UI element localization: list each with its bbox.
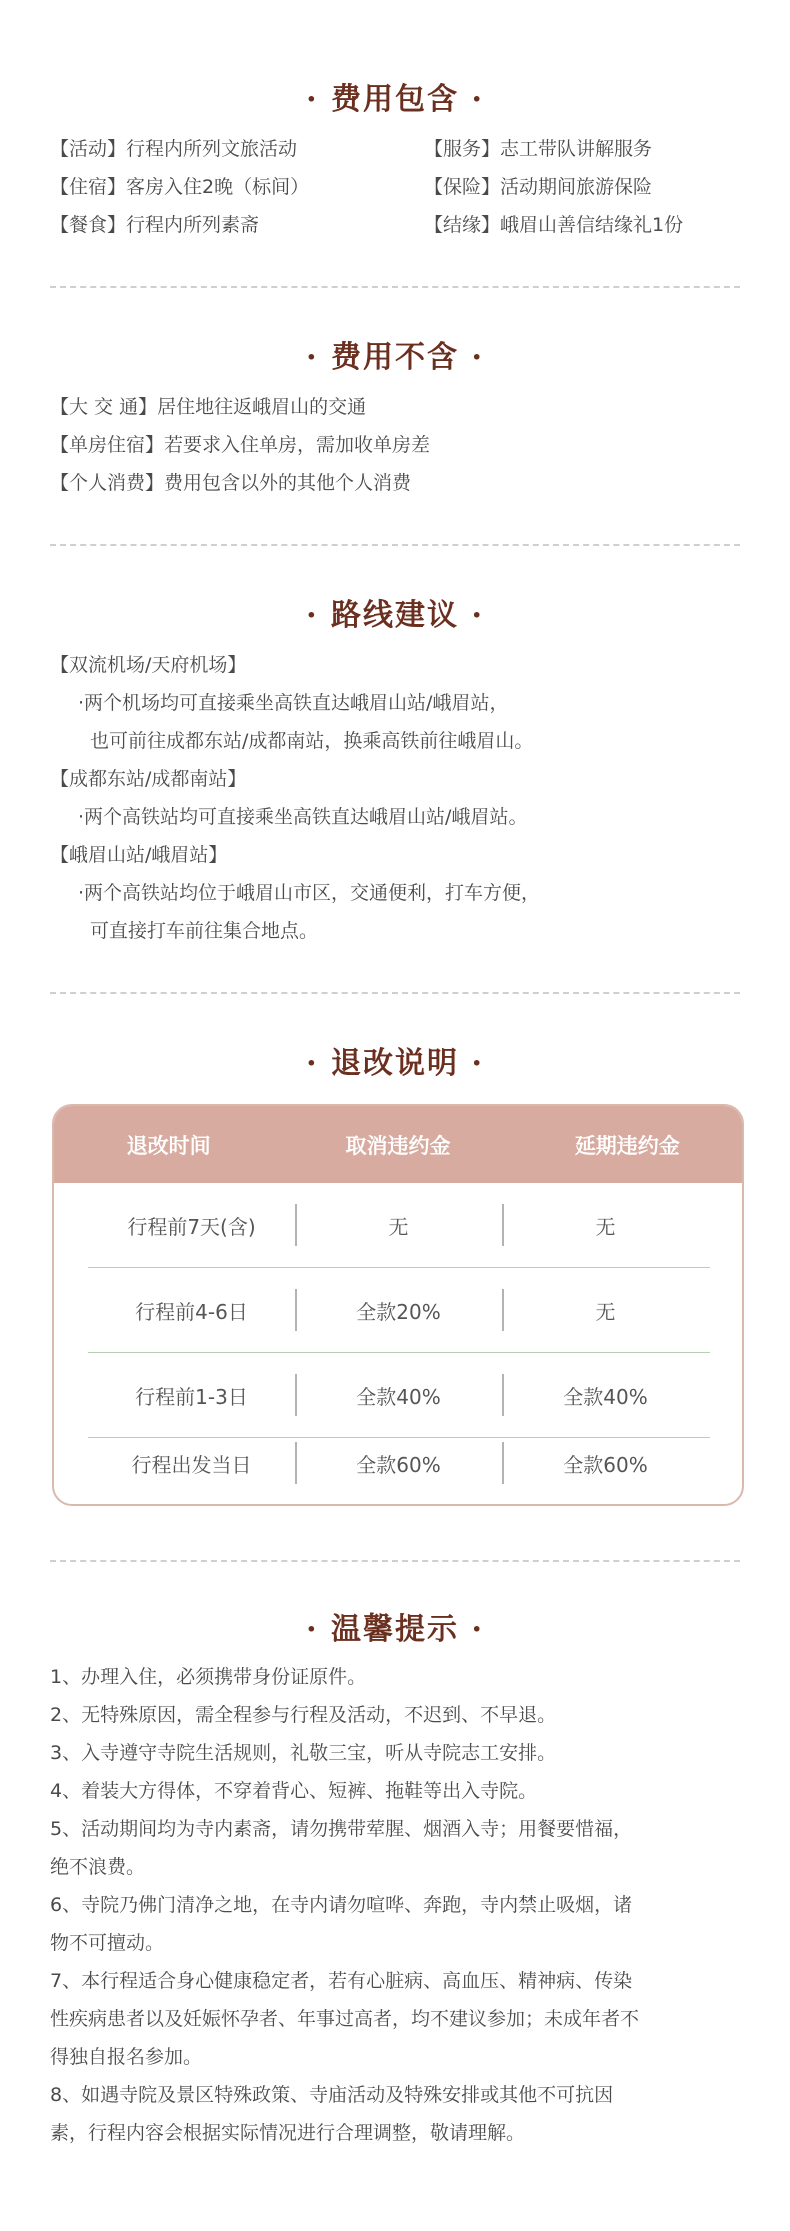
tip-line: 得独自报名参加。 xyxy=(50,2046,203,2068)
tip-line: 1、办理入住，必须携带身份证原件。 xyxy=(50,1666,367,1688)
tip-line: 4、着装大方得体，不穿着背心、短裤、拖鞋等出入寺院。 xyxy=(50,1780,538,1802)
cell-divider xyxy=(502,1289,504,1331)
fee-included-item: 【活动】行程内所列文旅活动 xyxy=(50,138,298,160)
table-row xyxy=(88,1268,710,1352)
section-title-fee-excluded: · 费用不含 · xyxy=(306,340,484,375)
tip-line: 物不可擅动。 xyxy=(50,1932,165,1954)
route-line: ·两个机场均可直接乘坐高铁直达峨眉山站/峨眉站， xyxy=(78,692,509,714)
refund-table-header xyxy=(54,1106,742,1183)
tip-line: 2、无特殊原因，需全程参与行程及活动，不迟到、不早退。 xyxy=(50,1704,557,1726)
fee-excluded-item: 【大 交 通】居住地往返峨眉山的交通 xyxy=(50,396,367,418)
table-row xyxy=(88,1183,710,1267)
table-cell: 全款40% xyxy=(563,1384,648,1409)
table-cell: 无 xyxy=(595,1214,616,1239)
route-line: ·两个高铁站均可直接乘坐高铁直达峨眉山站/峨眉站。 xyxy=(78,806,528,828)
tip-line: 性疾病患者以及妊娠怀孕者、年事过高者，均不建议参加；未成年者不 xyxy=(50,2008,640,2030)
table-cell: 行程前7天(含) xyxy=(127,1214,256,1239)
route-heading: 【峨眉山站/峨眉站】 xyxy=(50,844,228,866)
fee-excluded-item: 【单房住宿】若要求入住单房，需加收单房差 xyxy=(50,434,431,456)
refund-table xyxy=(52,1104,744,1506)
section-divider xyxy=(50,544,740,546)
table-cell: 无 xyxy=(388,1214,409,1239)
fee-included-item: 【保险】活动期间旅游保险 xyxy=(424,176,653,198)
fee-included-item: 【服务】志工带队讲解服务 xyxy=(424,138,653,160)
tip-line: 5、活动期间均为寺内素斋，请勿携带荤腥、烟酒入寺；用餐要惜福， xyxy=(50,1818,633,1840)
fee-excluded-item: 【个人消费】费用包含以外的其他个人消费 xyxy=(50,472,412,494)
route-heading: 【成都东站/成都南站】 xyxy=(50,768,247,790)
table-header-cell: 取消违约金 xyxy=(345,1133,451,1158)
section-title-refund: · 退改说明 · xyxy=(306,1046,484,1081)
cell-divider xyxy=(502,1374,504,1416)
section-title-fee-included: · 费用包含 · xyxy=(306,82,484,117)
tip-line: 素，行程内容会根据实际情况进行合理调整，敬请理解。 xyxy=(50,2122,526,2144)
route-line: 也可前往成都东站/成都南站，换乘高铁前往峨眉山。 xyxy=(90,730,534,752)
cell-divider xyxy=(502,1442,504,1484)
cell-divider xyxy=(502,1204,504,1246)
table-cell: 全款20% xyxy=(356,1299,441,1324)
table-cell: 行程前1-3日 xyxy=(135,1384,248,1409)
section-divider xyxy=(50,992,740,994)
cell-divider xyxy=(295,1374,297,1416)
route-heading: 【双流机场/天府机场】 xyxy=(50,654,247,676)
tip-line: 7、本行程适合身心健康稳定者，若有心脏病、高血压、精神病、传染 xyxy=(50,1970,633,1992)
table-header-cell: 延期违约金 xyxy=(574,1133,680,1158)
section-title-route: · 路线建议 · xyxy=(306,598,484,633)
table-cell: 无 xyxy=(595,1299,616,1324)
cell-divider xyxy=(295,1204,297,1246)
cell-divider xyxy=(295,1289,297,1331)
section-title-tips: · 温馨提示 · xyxy=(306,1612,484,1647)
route-line: ·两个高铁站均位于峨眉山市区，交通便利，打车方便， xyxy=(78,882,541,904)
tip-line: 6、寺院乃佛门清净之地，在寺内请勿喧哗、奔跑，寺内禁止吸烟，诸 xyxy=(50,1894,633,1916)
fee-included-item: 【住宿】客房入住2晚（标间） xyxy=(50,176,310,198)
table-cell: 全款60% xyxy=(563,1452,648,1477)
tip-line: 8、如遇寺院及景区特殊政策、寺庙活动及特殊安排或其他不可抗因 xyxy=(50,2084,614,2106)
table-cell: 行程出发当日 xyxy=(131,1452,252,1477)
table-cell: 行程前4-6日 xyxy=(135,1299,248,1324)
table-cell: 全款60% xyxy=(356,1452,441,1477)
table-cell: 全款40% xyxy=(356,1384,441,1409)
tip-line: 3、入寺遵守寺院生活规则，礼敬三宝，听从寺院志工安排。 xyxy=(50,1742,557,1764)
tip-line: 绝不浪费。 xyxy=(50,1856,146,1878)
table-row xyxy=(88,1421,710,1505)
fee-included-item: 【结缘】峨眉山善信结缘礼1份 xyxy=(424,214,684,236)
fee-included-item: 【餐食】行程内所列素斋 xyxy=(50,214,260,236)
route-line: 可直接打车前往集合地点。 xyxy=(90,920,319,942)
cell-divider xyxy=(295,1442,297,1484)
table-header-cell: 退改时间 xyxy=(126,1133,211,1158)
section-divider xyxy=(50,1560,740,1562)
section-divider xyxy=(50,286,740,288)
